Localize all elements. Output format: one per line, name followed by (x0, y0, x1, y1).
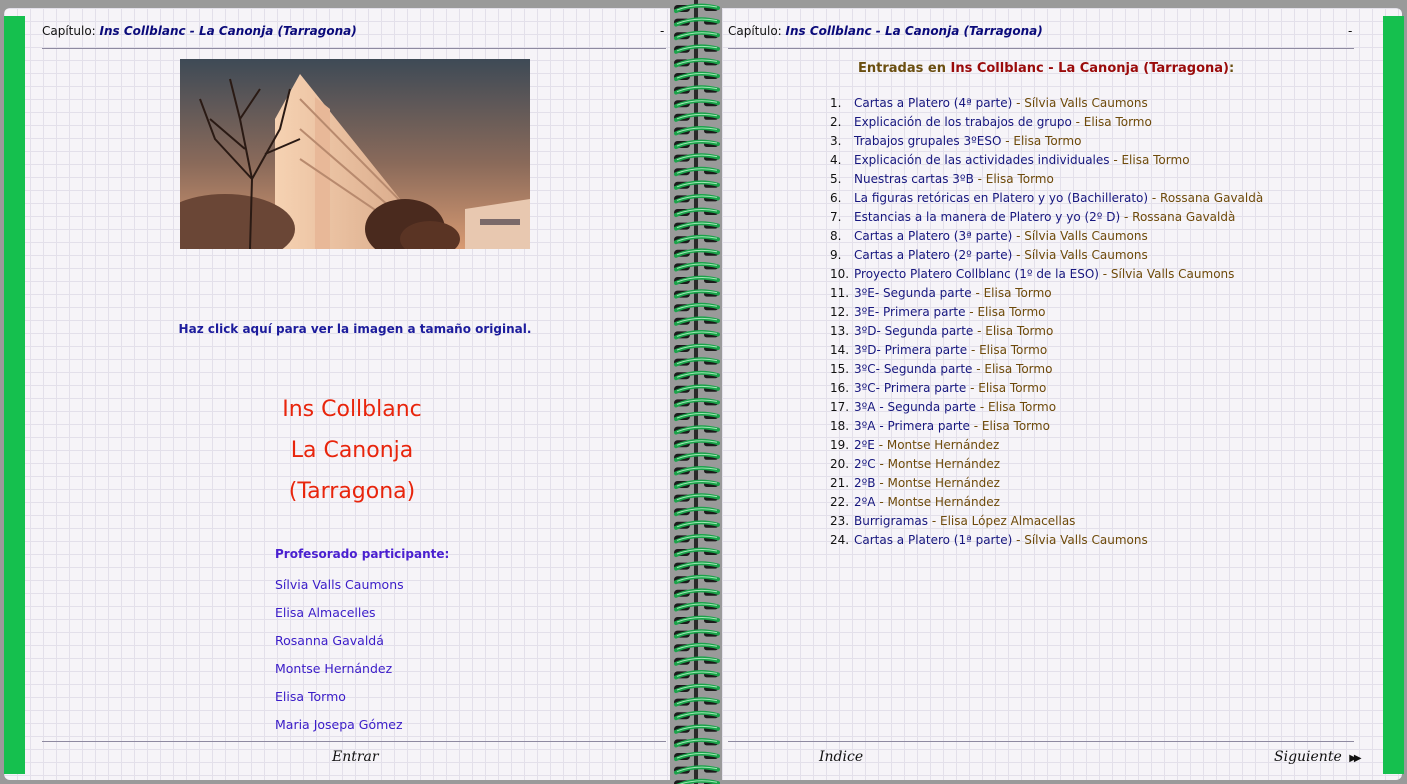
entries-heading (858, 61, 1234, 76)
entry-item (830, 457, 1000, 471)
entry-author: - Elisa Tormo (1109, 153, 1190, 167)
entry-link[interactable]: 2ºA (854, 495, 880, 509)
entry-number: 12. (830, 305, 850, 319)
entry-link[interactable]: 2ºB (854, 476, 876, 490)
entry-author: - Montse Hernández (879, 495, 1000, 509)
entry-item (830, 134, 1081, 148)
right-chapter-header (728, 24, 1043, 38)
entry-number: 13. (830, 324, 850, 338)
entry-link[interactable]: Cartas a Platero (2º parte) (854, 248, 1013, 262)
professors-heading: Profesorado participante: (275, 547, 450, 561)
entry-item (830, 438, 999, 452)
entry-item (830, 248, 1148, 262)
entry-author: - Rossana Gavaldà (1120, 210, 1236, 224)
entry-number: 20. (830, 457, 850, 471)
entry-number: 14. (830, 343, 850, 357)
entry-item (830, 115, 1152, 129)
left-footer-divider (42, 741, 666, 742)
entry-number: 5. (830, 172, 842, 186)
entry-author: - Elisa Tormo (1001, 134, 1082, 148)
entry-item (830, 362, 1052, 376)
entry-item (830, 229, 1148, 243)
professor-item: Sílvia Valls Caumons (275, 577, 404, 592)
entry-link[interactable]: Estancias a la manera de Platero y yo (2º D) (854, 210, 1121, 224)
entry-link[interactable]: Cartas a Platero (4ª parte) (854, 96, 1013, 110)
entry-item (830, 153, 1190, 167)
entry-item (830, 305, 1046, 319)
entry-link[interactable]: Burrigramas (854, 514, 929, 528)
entry-author: - Elisa Tormo (971, 286, 1052, 300)
entry-item (830, 286, 1052, 300)
entry-author: - Montse Hernández (875, 457, 1001, 471)
title-line-2: La Canonja (290, 438, 414, 463)
school-photo[interactable] (180, 59, 530, 249)
entry-link[interactable]: Trabajos grupales 3ºESO (854, 134, 1002, 148)
entry-link[interactable]: Cartas a Platero (1ª parte) (854, 533, 1013, 547)
entry-author: - Elisa Tormo (977, 172, 1054, 186)
entry-link[interactable]: 3ºD- Primera parte (854, 343, 968, 357)
chapter-name[interactable]: Ins Collblanc - La Canonja (Tarragona) (785, 24, 1043, 38)
entry-item (830, 476, 1000, 490)
entry-item (830, 324, 1053, 338)
entry-number: 8. (830, 229, 842, 243)
entries-heading-suffix: : (1228, 61, 1235, 76)
right-chapter-dash: - (1348, 24, 1353, 38)
entry-link[interactable]: 3ºD- Segunda parte (854, 324, 974, 338)
entry-link[interactable]: 2ºE (854, 438, 875, 452)
entry-number: 21. (830, 476, 850, 490)
title-line-1: Ins Collblanc (282, 397, 422, 422)
entry-link[interactable]: Cartas a Platero (3ª parte) (854, 229, 1013, 243)
entry-author: - Elisa López Almacellas (928, 514, 1076, 528)
entry-link[interactable]: Explicación de las actividades individuales (854, 153, 1110, 167)
entry-item (830, 172, 1054, 186)
right-page-edge (1383, 16, 1404, 774)
double-arrow-right-icon: ▶▶ (1349, 753, 1359, 764)
left-chapter-header (42, 24, 357, 38)
entry-number: 17. (830, 400, 850, 414)
professor-item: Maria Josepa Gómez (275, 717, 403, 732)
chapter-label: Capítulo: (42, 24, 96, 38)
entry-link[interactable]: 3ºE- Primera parte (854, 305, 966, 319)
entry-number: 1. (830, 96, 842, 110)
entry-number: 3. (830, 134, 842, 148)
entry-author: - Sílvia Valls Caumons (1012, 533, 1148, 547)
entry-link[interactable]: 3ºC- Primera parte (854, 381, 967, 395)
entry-item (830, 210, 1235, 224)
entry-author: - Elisa Tormo (976, 400, 1057, 414)
professor-item: Elisa Tormo (275, 689, 346, 704)
left-header-divider (42, 48, 666, 49)
spiral-binding (668, 0, 724, 784)
entry-author: - Sílvia Valls Caumons (1012, 96, 1148, 110)
entry-author: - Elisa Tormo (967, 343, 1048, 357)
entry-number: 9. (830, 248, 842, 262)
entries-heading-name: Ins Collblanc - La Canonja (Tarragona) (950, 61, 1229, 76)
entry-item (830, 381, 1046, 395)
entry-link[interactable]: 3ºA - Primera parte (854, 419, 970, 433)
entry-number: 19. (830, 438, 850, 452)
next-link[interactable] (1274, 749, 1359, 765)
entry-author: - Elisa Tormo (969, 419, 1050, 433)
next-label: Siguiente (1274, 749, 1342, 765)
entry-author: - Montse Hernández (875, 476, 1000, 490)
entry-number: 16. (830, 381, 850, 395)
entry-author: - Montse Hernández (874, 438, 1000, 452)
entry-number: 11. (830, 286, 850, 300)
entry-author: - Elisa Tormo (972, 362, 1053, 376)
entry-link[interactable]: 2ºC (854, 457, 876, 471)
entry-number: 23. (830, 514, 850, 528)
entry-item (830, 191, 1263, 205)
entry-link[interactable]: Nuestras cartas 3ºB (854, 172, 978, 186)
entry-item (830, 400, 1056, 414)
entry-link[interactable]: Proyecto Platero Collblanc (1º de la ESO) (854, 267, 1099, 281)
view-original-image-link[interactable]: Haz click aquí para ver la imagen a tamaño original. (178, 322, 532, 336)
entry-number: 10. (830, 267, 850, 281)
entry-number: 18. (830, 419, 850, 433)
chapter-name[interactable]: Ins Collblanc - La Canonja (Tarragona) (99, 24, 357, 38)
entry-item (830, 533, 1148, 547)
entry-item (830, 495, 1000, 509)
right-header-divider (728, 48, 1354, 49)
entry-link[interactable]: 3ºE- Segunda parte (854, 286, 972, 300)
left-page-edge (4, 16, 25, 774)
entry-item (830, 96, 1148, 110)
entry-item (830, 514, 1075, 528)
right-footer-divider (728, 741, 1354, 742)
entry-author: - Sílvia Valls Caumons (1098, 267, 1235, 281)
entry-link[interactable]: Explicación de los trabajos de grupo (854, 115, 1072, 129)
entry-author: - Elisa Tormo (966, 381, 1047, 395)
entry-item (830, 419, 1050, 433)
entries-heading-prefix: Entradas en (858, 61, 946, 76)
entry-link[interactable]: La figuras retóricas en Platero y yo (Bachillerato) (854, 191, 1149, 205)
chapter-label: Capítulo: (728, 24, 782, 38)
enter-link[interactable]: Entrar (332, 749, 379, 765)
entry-link[interactable]: 3ºC- Segunda parte (854, 362, 973, 376)
entry-item (830, 267, 1234, 281)
entry-author: - Rossana Gavaldà (1148, 191, 1264, 205)
index-link[interactable]: Indice (819, 749, 864, 765)
entry-number: 2. (830, 115, 842, 129)
entry-author: - Elisa Tormo (1071, 115, 1152, 129)
entry-number: 4. (830, 153, 842, 167)
entry-link[interactable]: 3ºA - Segunda parte (854, 400, 977, 414)
professor-item: Montse Hernández (275, 661, 393, 676)
entry-number: 7. (830, 210, 842, 224)
entry-author: - Elisa Tormo (965, 305, 1046, 319)
entry-author: - Elisa Tormo (973, 324, 1054, 338)
entry-author: - Sílvia Valls Caumons (1012, 229, 1148, 243)
entry-number: 24. (830, 533, 850, 547)
professor-item: Rosanna Gavaldá (275, 633, 384, 648)
school-photo-image (180, 59, 530, 249)
entry-author: - Sílvia Valls Caumons (1012, 248, 1148, 262)
title-line-3: (Tarragona) (288, 479, 416, 504)
professor-item: Elisa Almacelles (275, 605, 376, 620)
entry-number: 15. (830, 362, 850, 376)
entry-number: 6. (830, 191, 842, 205)
left-chapter-dash: - (660, 24, 665, 38)
entry-number: 22. (830, 495, 850, 509)
entry-item (830, 343, 1047, 357)
